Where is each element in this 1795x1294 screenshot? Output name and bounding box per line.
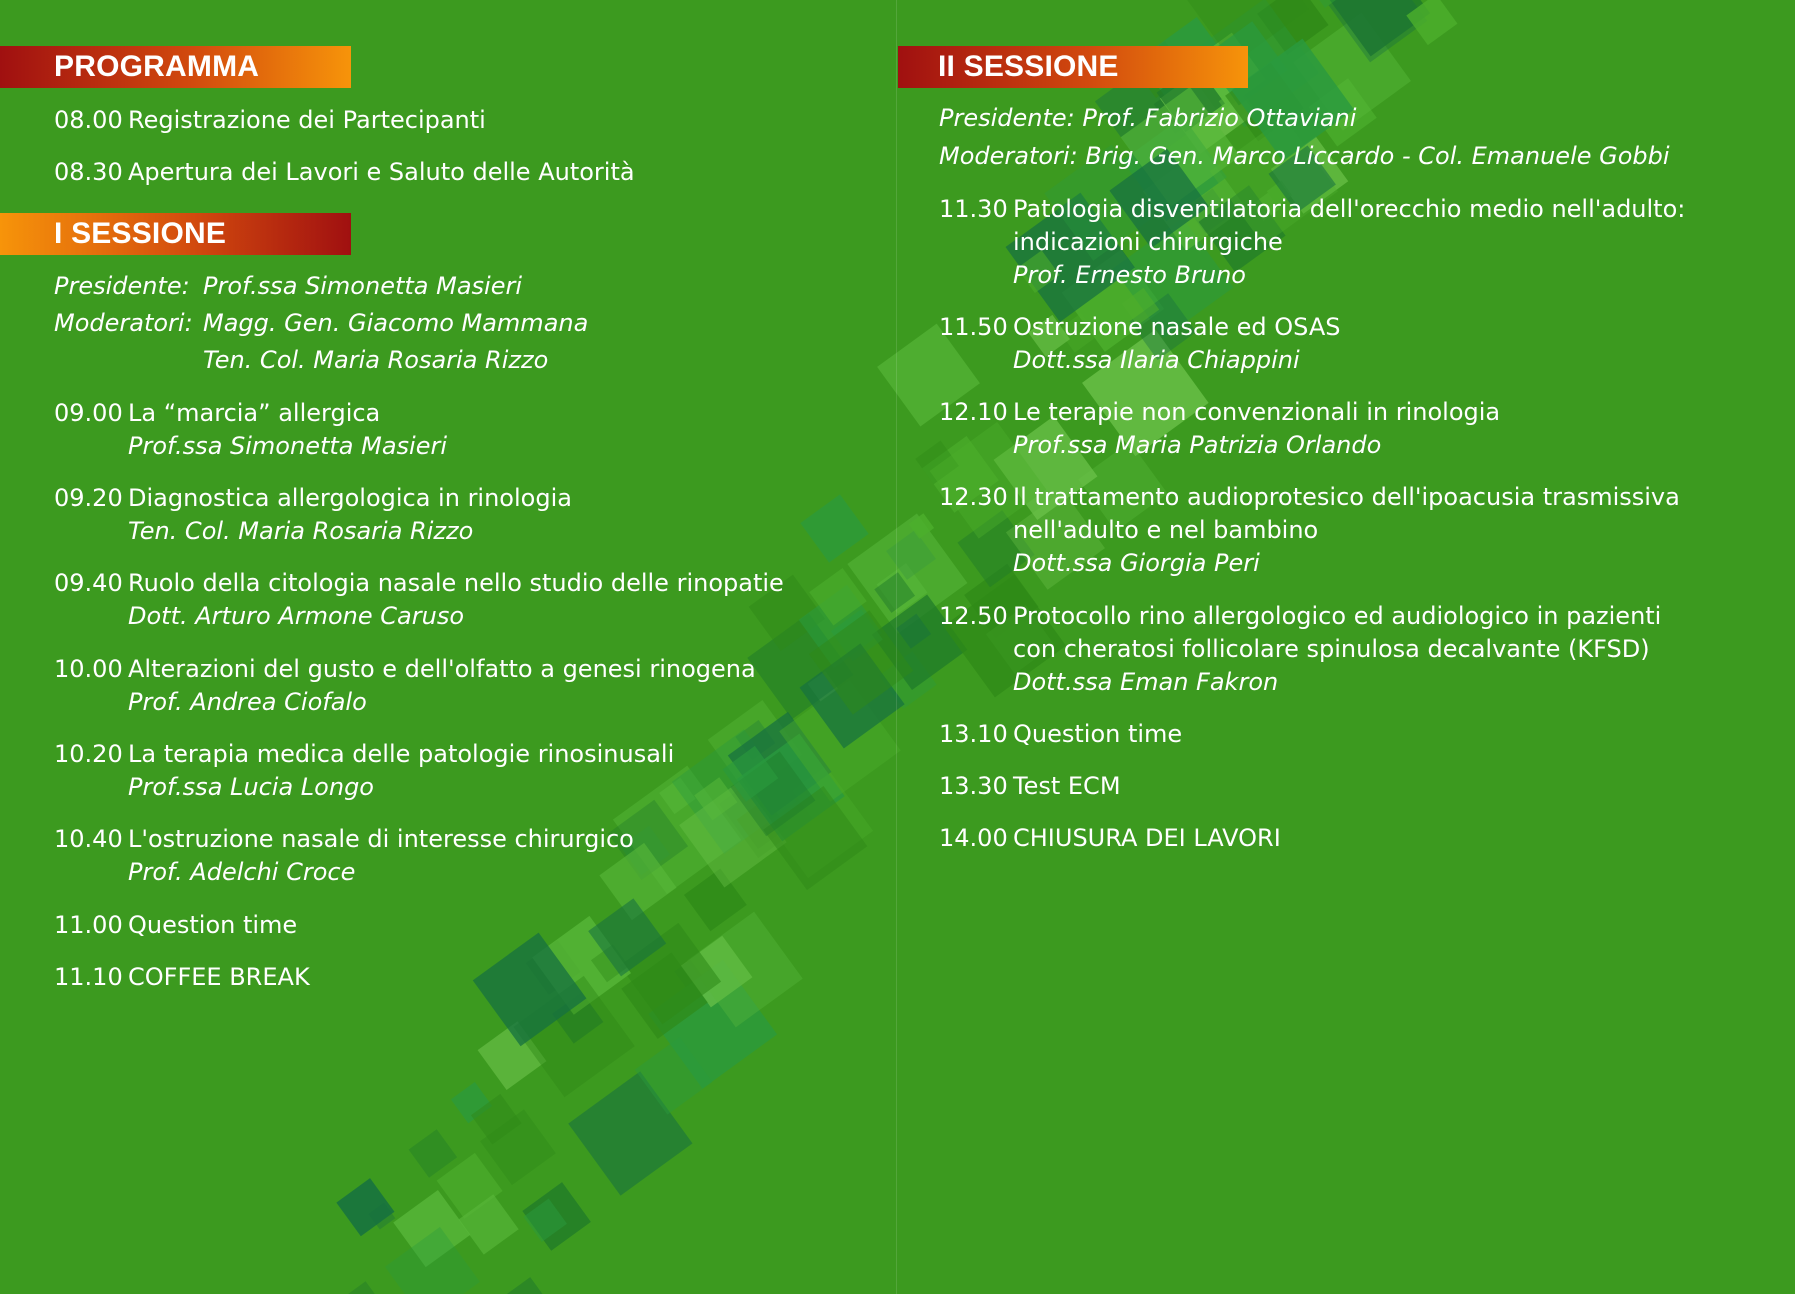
item-time: 09.00 (54, 399, 123, 427)
item-speaker: Prof. Ernesto Bruno (1013, 261, 1246, 289)
item-title: La terapia medica delle patologie rinosinusali (128, 740, 675, 768)
item-speaker: Prof.ssa Lucia Longo (128, 773, 374, 801)
item-speaker: Prof. Adelchi Croce (128, 858, 356, 886)
item-time: 11.10 (54, 963, 123, 991)
item-title: Ruolo della citologia nasale nello studio delle rinopatie (128, 569, 784, 597)
item-title: Question time (1013, 720, 1183, 748)
item-time: 08.00 (54, 106, 123, 134)
item-title: Le terapie non convenzionali in rinologia (1013, 398, 1501, 426)
item-time: 11.00 (54, 911, 123, 939)
item-title: Diagnostica allergologica in rinologia (128, 484, 572, 512)
decorative-square (800, 494, 868, 562)
programma-banner (0, 46, 351, 88)
president-name: Prof.ssa Simonetta Masieri (203, 272, 523, 300)
item-time: 11.30 (939, 195, 1008, 223)
item-title: Registrazione dei Partecipanti (128, 106, 486, 134)
item-title: Protocollo rino allergologico ed audiologico in pazienti (1013, 602, 1662, 630)
item-speaker: Prof.ssa Maria Patrizia Orlando (1013, 431, 1382, 459)
item-title-cont: nell'adulto e nel bambino (1013, 516, 1319, 544)
item-time: 10.00 (54, 655, 123, 683)
item-time: 10.20 (54, 740, 123, 768)
item-speaker: Dott.ssa Giorgia Peri (1013, 549, 1260, 577)
item-time: 14.00 (939, 824, 1008, 852)
item-speaker: Prof.ssa Simonetta Masieri (128, 432, 448, 460)
item-time: 09.20 (54, 484, 123, 512)
item-title: CHIUSURA DEI LAVORI (1013, 824, 1281, 852)
item-time: 10.40 (54, 825, 123, 853)
item-speaker: Prof. Andrea Ciofalo (128, 688, 367, 716)
programma-heading: PROGRAMMA (54, 50, 260, 83)
item-title: Apertura dei Lavori e Saluto delle Autorità (128, 158, 635, 186)
item-time: 08.30 (54, 158, 123, 186)
session1-heading: I SESSIONE (54, 217, 227, 250)
item-title: Patologia disventilatoria dell'orecchio medio nell'adulto: (1013, 195, 1686, 223)
decorative-square (409, 1129, 458, 1178)
item-time: 13.30 (939, 772, 1008, 800)
item-time: 13.10 (939, 720, 1008, 748)
item-title: L'ostruzione nasale di interesse chirurgico (128, 825, 634, 853)
item-title: La “marcia” allergica (128, 399, 381, 427)
moderators-label: Moderatori: (54, 309, 193, 337)
moderator-name: Ten. Col. Maria Rosaria Rizzo (203, 346, 549, 374)
decorative-square (347, 1281, 379, 1294)
item-speaker: Dott.ssa Ilaria Chiappini (1013, 346, 1300, 374)
item-speaker: Ten. Col. Maria Rosaria Rizzo (128, 517, 474, 545)
moderators-line: Moderatori: Brig. Gen. Marco Liccardo - Col. Emanuele Gobbi (939, 142, 1670, 170)
item-speaker: Dott. Arturo Armone Caruso (128, 602, 465, 630)
session2-banner (898, 46, 1248, 88)
item-title-cont: con cheratosi follicolare spinulosa decalvante (KFSD) (1013, 635, 1650, 663)
item-time: 12.50 (939, 602, 1008, 630)
session2-heading: II SESSIONE (938, 50, 1119, 83)
item-title: Ostruzione nasale ed OSAS (1013, 313, 1341, 341)
item-time: 09.40 (54, 569, 123, 597)
item-title: COFFEE BREAK (128, 963, 310, 991)
item-title: Test ECM (1013, 772, 1121, 800)
item-title-cont: indicazioni chirurgiche (1013, 228, 1283, 256)
item-time: 12.10 (939, 398, 1008, 426)
session1-banner (0, 213, 351, 255)
decorative-square (502, 1277, 551, 1294)
item-speaker: Dott.ssa Eman Fakron (1013, 668, 1279, 696)
fold-line (896, 0, 897, 1294)
president-line: Presidente: Prof. Fabrizio Ottaviani (939, 104, 1357, 132)
item-title: Il trattamento audioprotesico dell'ipoacusia trasmissiva (1013, 483, 1680, 511)
item-title: Question time (128, 911, 298, 939)
item-time: 11.50 (939, 313, 1008, 341)
item-title: Alterazioni del gusto e dell'olfatto a genesi rinogena (128, 655, 756, 683)
moderator-name: Magg. Gen. Giacomo Mammana (203, 309, 589, 337)
item-time: 12.30 (939, 483, 1008, 511)
president-label: Presidente: (54, 272, 190, 300)
